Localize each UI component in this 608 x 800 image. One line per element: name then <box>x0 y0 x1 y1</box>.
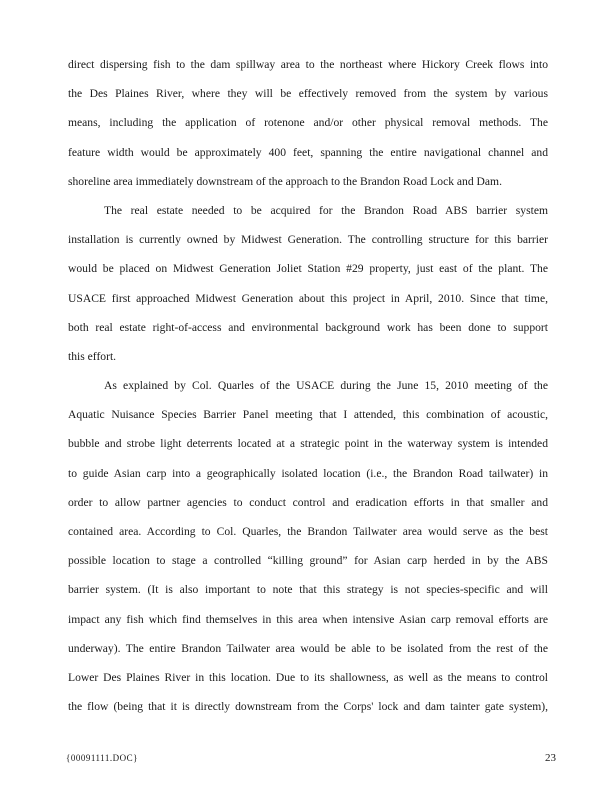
text-line: installation is currently owned by Midwest Generation. The controlling structure for this barrier <box>68 233 548 247</box>
text-line: this effort. <box>68 349 117 363</box>
text-line: bubble and strobe light deterrents located at a strategic point in the waterway system is intended <box>68 437 548 451</box>
text-line: feature width would be approximately 400 feet, spanning the entire navigational channel and <box>68 145 548 159</box>
text-line: possible location to stage a controlled “killing ground” for Asian carp herded in by the ABS <box>68 554 548 568</box>
text-line: As explained by Col. Quarles of the USACE during the June 15, 2010 meeting of the <box>104 379 548 393</box>
text-line: the flow (being that it is directly downstream from the Corps' lock and dam tainter gate system), <box>68 700 548 714</box>
text-line: USACE first approached Midwest Generation about this project in April, 2010. Since that time, <box>68 291 548 305</box>
text-line: The real estate needed to be acquired for the Brandon Road ABS barrier system <box>104 203 548 217</box>
document-body <box>68 50 548 721</box>
text-line: both real estate right-of-access and environmental background work has been done to support <box>68 320 548 334</box>
text-line: barrier system. (It is also important to note that this strategy is not species-specific and will <box>68 583 548 597</box>
footer-page-number: 23 <box>545 752 556 764</box>
text-line: order to allow partner agencies to conduct control and eradication efforts in that smaller and <box>68 495 548 509</box>
text-line: shoreline area immediately downstream of the approach to the Brandon Road Lock and Dam. <box>68 174 502 188</box>
footer-document-id: {00091111.DOC} <box>66 753 138 763</box>
text-line: Lower Des Plaines River in this location. Due to its shallowness, as well as the means to control <box>68 670 548 684</box>
text-line: underway). The entire Brandon Tailwater area would be able to be isolated from the rest of the <box>68 641 548 655</box>
text-line: direct dispersing fish to the dam spillway area to the northeast where Hickory Creek flows into <box>68 58 548 71</box>
text-line: the Des Plaines River, where they will be effectively removed from the system by various <box>68 87 548 101</box>
text-line: impact any fish which find themselves in this area when intensive Asian carp removal efforts are <box>68 612 548 626</box>
text-line: contained area. According to Col. Quarles, the Brandon Tailwater area would serve as the best <box>68 525 548 538</box>
text-line: would be placed on Midwest Generation Joliet Station #29 property, just east of the plant. The <box>68 262 548 276</box>
text-line: to guide Asian carp into a geographically isolated location (i.e., the Brandon Road tailwater) in <box>68 466 548 480</box>
text-line: means, including the application of rotenone and/or other physical removal methods. The <box>68 116 548 130</box>
text-line: Aquatic Nuisance Species Barrier Panel meeting that I attended, this combination of acoustic, <box>68 408 548 422</box>
